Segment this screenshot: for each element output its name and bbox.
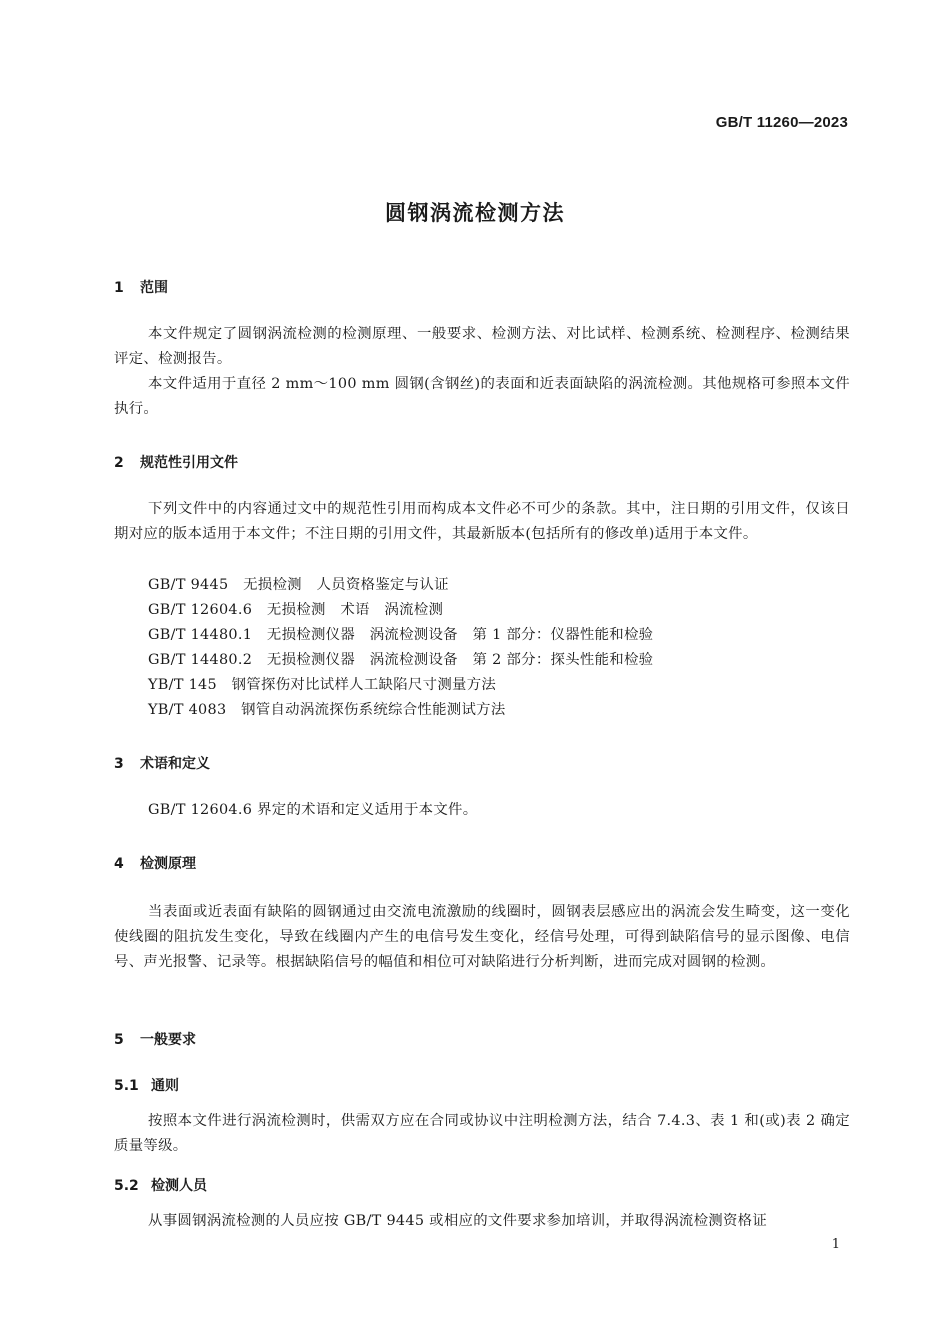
section-number: 1 [114, 280, 124, 296]
section-heading-2 [114, 452, 238, 472]
section-title: 规范性引用文件 [140, 455, 238, 471]
paragraph-principle: 当表面或近表面有缺陷的圆钢通过由交流电流激励的线圈时，圆钢表层感应出的涡流会发生畸变，这一变化使线圈的阻抗发生变化，导致在线圈内产生的电信号发生变化，经信号处理，可得到缺陷信号的显示图像、电信号、声光报警、记录等。根据缺陷信号的幅值和相位可对缺陷进行分析判断，进而完成对圆钢的检测。 [114, 904, 850, 970]
reference-item: GB/T 12604.6 无损检测 术语 涡流检测 [148, 602, 444, 618]
section-number: 2 [114, 455, 124, 471]
section-heading-4 [114, 853, 196, 873]
section-title: 范围 [140, 280, 168, 296]
standard-code: GB/T 11260—2023 [715, 114, 848, 131]
reference-item: YB/T 145 钢管探伤对比试样人工缺陷尺寸测量方法 [148, 677, 497, 693]
paragraph-general: 按照本文件进行涡流检测时，供需双方应在合同或协议中注明检测方法，结合 7.4.3、表 1 和(或)表 2 确定质量等级。 [114, 1113, 850, 1154]
reference-item: GB/T 14480.1 无损检测仪器 涡流检测设备 第 1 部分：仪器性能和检验 [148, 627, 654, 643]
document-title: 圆钢涡流检测方法 [385, 201, 565, 225]
section-heading-1 [114, 277, 168, 297]
page-number: 1 [831, 1237, 840, 1252]
section-number: 5.2 [114, 1178, 139, 1194]
subsection-heading-5-1 [114, 1075, 179, 1095]
paragraph-scope-1: 本文件规定了圆钢涡流检测的检测原理、一般要求、检测方法、对比试样、检测系统、检测程序、检测结果评定、检测报告。 [114, 326, 850, 367]
section-title: 检测原理 [140, 856, 196, 872]
section-number: 5 [114, 1032, 124, 1048]
paragraph-scope-2: 本文件适用于直径 2 mm～100 mm 圆钢(含钢丝)的表面和近表面缺陷的涡流检测。其他规格可参照本文件执行。 [114, 376, 850, 417]
section-title: 检测人员 [151, 1178, 207, 1194]
paragraph-normative-refs: 下列文件中的内容通过文中的规范性引用而构成本文件必不可少的条款。其中，注日期的引用文件，仅该日期对应的版本适用于本文件；不注日期的引用文件，其最新版本(包括所有的修改单)适用于本文件。 [114, 501, 850, 542]
section-heading-5 [114, 1029, 196, 1049]
paragraph-personnel: 从事圆钢涡流检测的人员应按 GB/T 9445 或相应的文件要求参加培训，并取得涡流检测资格证 [148, 1213, 768, 1229]
reference-item: GB/T 9445 无损检测 人员资格鉴定与认证 [148, 577, 449, 593]
paragraph-terms: GB/T 12604.6 界定的术语和定义适用于本文件。 [148, 802, 478, 818]
reference-item: GB/T 14480.2 无损检测仪器 涡流检测设备 第 2 部分：探头性能和检验 [148, 652, 654, 668]
subsection-heading-5-2 [114, 1175, 207, 1195]
section-number: 4 [114, 856, 124, 872]
section-title: 一般要求 [140, 1032, 196, 1048]
section-title: 通则 [151, 1078, 179, 1094]
section-number: 3 [114, 756, 124, 772]
reference-item: YB/T 4083 钢管自动涡流探伤系统综合性能测试方法 [148, 702, 506, 718]
section-number: 5.1 [114, 1078, 139, 1094]
section-heading-3 [114, 753, 210, 773]
section-title: 术语和定义 [140, 756, 210, 772]
